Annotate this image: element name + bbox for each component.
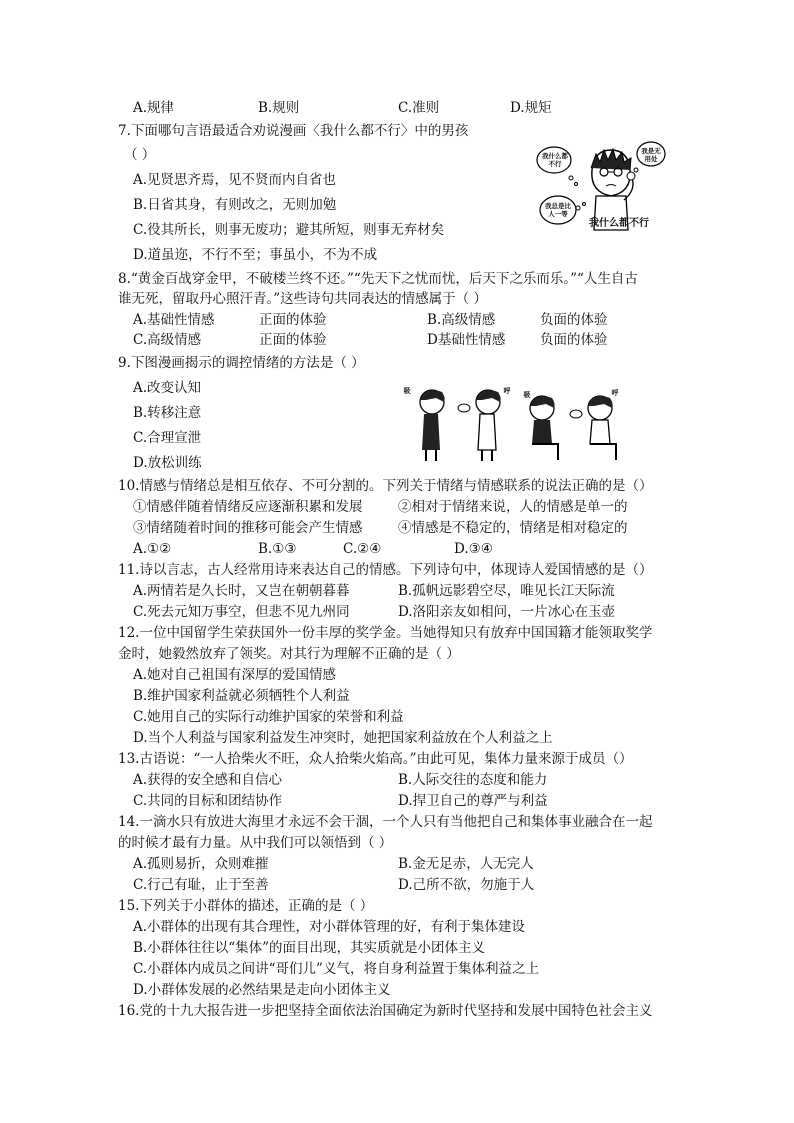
q15-option-d: D.小群体发展的必然结果是走向小团体主义 (133, 982, 391, 998)
q11-option-a: A.两情若是久长时，又岂在朝朝暮暮 (133, 583, 350, 599)
q11-option-d: D.洛阳亲友如相问，一片冰心在玉壶 (398, 604, 616, 620)
q13-option-a: A.获得的安全感和自信心 (133, 772, 283, 788)
q7-option-d: D.道虽迩，不行不至；事虽小，不为不成 (133, 247, 378, 263)
q10-item-1: ①情感伴随着情绪反应逐渐积累和发展 (133, 499, 363, 515)
q10-option-c: C.②④ (343, 541, 382, 557)
q11-option-b: B.孤帆远影碧空尽，唯见长江天际流 (398, 583, 615, 599)
q13-stem: 13.古语说：“一人拾柴火不旺，众人拾柴火焰高。”由此可见，集体力量来源于成员（） (118, 751, 633, 767)
q10-option-d: D.③④ (454, 541, 493, 557)
q12-option-d: D.当个人利益与国家利益发生冲突时，她把国家利益放在个人利益之上 (133, 730, 553, 746)
q9-option-d: D.放松训练 (133, 455, 202, 471)
q12-option-c: C.她用自己的实际行动维护国家的荣誉和利益 (133, 709, 404, 725)
q9-option-b: B.转移注意 (133, 405, 202, 421)
q11-stem: 11.诗以言志，古人经常用诗来表达自己的情感。下列诗句中，体现诗人爱国情感的是（） (118, 562, 653, 578)
q8-option-b-type: 负面的体验 (540, 312, 608, 328)
q15-option-b: B.小群体往往以“集体”的面目出现，其实质就是小团体主义 (133, 940, 486, 956)
breathe-label-4: 呼 (611, 389, 619, 397)
q8-option-c-label: C.高级情感 (133, 332, 202, 348)
q6-option-b: B.规则 (258, 100, 300, 116)
q14-stem-line1: 14.一滴水只有放进大海里才永远不会干涸，一个人只有当他把自己和集体事业融合在一起 (118, 814, 653, 830)
q8-option-b-label: B.高级情感 (427, 312, 496, 328)
q7-paren: （ ） (124, 147, 156, 163)
q8-stem-line1: 8.“黄金百战穿金甲，不破楼兰终不还。”“先天下之忧而忧，后天下之乐而乐。”“人生自古 (118, 271, 638, 287)
q12-option-b: B.维护国家利益就必须牺牲个人利益 (133, 688, 350, 704)
q8-option-a-label: A.基础性情感 (133, 312, 215, 328)
q8-option-c-type: 正面的体验 (259, 332, 327, 348)
q8-stem-line2: 谁无死，留取丹心照汗青。”这些诗句共同表达的情感属于（ ） (118, 291, 487, 307)
q8-option-d-type: 负面的体验 (540, 332, 608, 348)
breathe-label-2: 呼 (503, 387, 511, 395)
q14-option-d: D.己所不欲，勿施于人 (398, 877, 535, 893)
q14-option-c: C.行己有耻，止于至善 (133, 877, 269, 893)
q12-option-a: A.她对自己祖国有深厚的爱国情感 (133, 667, 337, 683)
q6-option-a: A.规律 (133, 100, 175, 116)
q9-option-a: A.改变认知 (133, 380, 202, 396)
q6-option-c: C.准则 (398, 100, 440, 116)
q15-option-a: A.小群体的出现有其合理性，对小群体管理的好，有利于集体建设 (133, 919, 526, 935)
q7-option-a: A.见贤思齐焉，见不贤而内自省也 (133, 172, 337, 188)
q7-option-c: C.役其所长，则事无废功；避其所短，则事无弃材矣 (133, 222, 445, 238)
q10-stem: 10.情感与情绪总是相互依存、不可分割的。下列关于情绪与情感联系的说法正确的是（） (118, 478, 653, 494)
q10-item-2: ②相对于情绪来说，人的情感是单一的 (398, 499, 628, 515)
q10-item-3: ③情绪随着时间的推移可能会产生情感 (133, 520, 363, 536)
q10-item-4: ④情感是不稳定的，情绪是相对稳定的 (398, 520, 628, 536)
boy-cartoon-caption: 我什么都不行 (589, 218, 649, 229)
breathe-label-3: 吸 (523, 391, 531, 399)
q10-option-b: B.①③ (258, 541, 297, 557)
q8-option-a-type: 正面的体验 (259, 312, 327, 328)
q13-option-d: D.捍卫自己的尊严与利益 (398, 793, 548, 809)
breathing-cartoon-image (396, 384, 626, 462)
bubble-text-3: 我总是比人一等 (545, 202, 571, 218)
bubble-text-1: 我什么都不行 (542, 152, 568, 168)
q13-option-c: C.共同的目标和团结协作 (133, 793, 283, 809)
q6-option-d: D.规矩 (510, 100, 552, 116)
q9-stem: 9.下图漫画揭示的调控情绪的方法是（ ） (118, 355, 365, 371)
q8-option-d-label: D基础性情感 (427, 332, 506, 348)
q14-stem-line2: 的时候才最有力量。从中我们可以领悟到（ ） (118, 835, 393, 851)
q15-stem: 15.下列关于小群体的描述，正确的是（ ） (118, 898, 374, 914)
q7-stem: 7.下面哪句言语最适合劝说漫画〈我什么都不行〉中的男孩 (118, 123, 469, 139)
q10-option-a: A.①② (133, 541, 172, 557)
breathe-label-1: 吸 (403, 387, 411, 395)
q16-stem: 16.党的十九大报告进一步把坚持全面依法治国确定为新时代坚持和发展中国特色社会主义 (118, 1003, 653, 1019)
q15-option-c: C.小群体内成员之间讲“哥们儿”义气，将自身利益置于集体利益之上 (133, 961, 539, 977)
q14-option-a: A.孤则易折，众则难摧 (133, 856, 269, 872)
q12-stem-line1: 12.一位中国留学生荣获国外一份丰厚的奖学金。当她得知只有放弃中国国籍才能领取奖学 (118, 625, 653, 641)
q7-option-b: B.日省其身，有则改之，无则加勉 (133, 197, 337, 213)
q14-option-b: B.金无足赤，人无完人 (398, 856, 534, 872)
bubble-text-2: 我是无用处 (641, 147, 661, 163)
q12-stem-line2: 金时，她毅然放弃了领奖。对其行为理解不正确的是（ ） (118, 646, 460, 662)
q9-option-c: C.合理宣泄 (133, 430, 202, 446)
q13-option-b: B.人际交往的态度和能力 (398, 772, 548, 788)
q11-option-c: C.死去元知万事空，但悲不见九州同 (133, 604, 350, 620)
